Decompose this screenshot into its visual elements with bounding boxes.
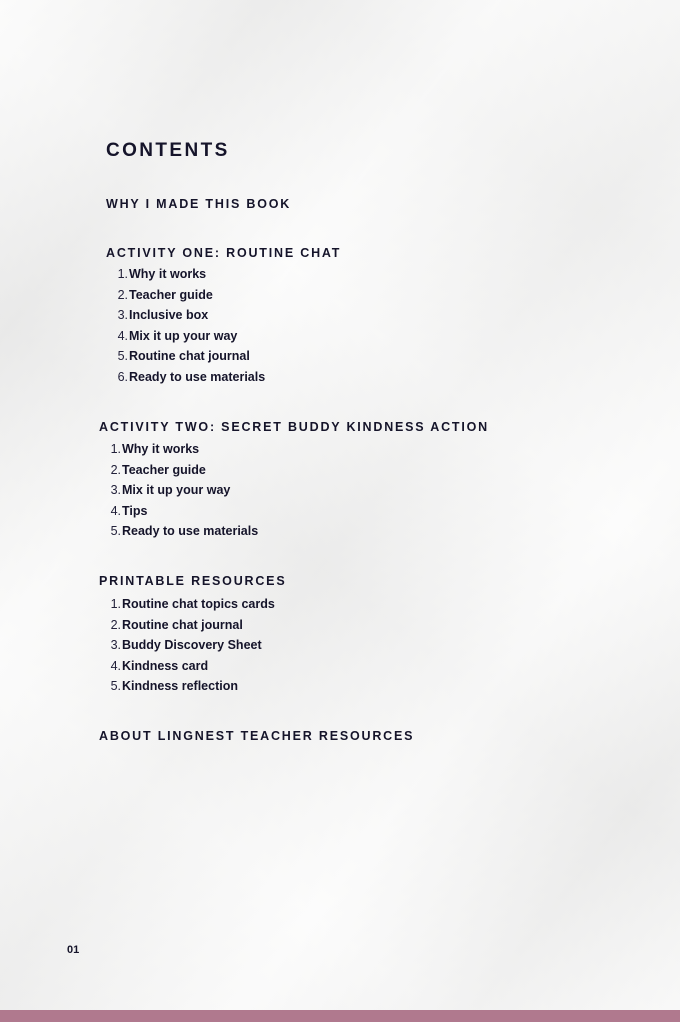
toc-item[interactable] xyxy=(106,285,265,306)
item-number: 6. xyxy=(117,369,128,384)
item-number: 1. xyxy=(110,442,121,456)
item-number: 4. xyxy=(110,658,121,673)
item-number: 3. xyxy=(110,483,121,497)
item-label: Why it works xyxy=(122,442,200,456)
toc-item[interactable] xyxy=(99,460,258,481)
toc-section-printable-resources[interactable]: PRINTABLE RESOURCES xyxy=(99,574,287,588)
item-label: Routine chat journal xyxy=(122,617,243,632)
item-number: 2. xyxy=(110,462,121,477)
activity-one-list xyxy=(106,264,265,387)
toc-item[interactable] xyxy=(99,594,275,615)
item-number: 3. xyxy=(110,638,121,652)
toc-item[interactable] xyxy=(106,264,265,285)
item-number: 5. xyxy=(110,679,121,693)
toc-item[interactable] xyxy=(106,326,265,347)
item-label: Buddy Discovery Sheet xyxy=(122,638,262,652)
bottom-accent-bar xyxy=(0,1010,680,1022)
toc-item[interactable] xyxy=(99,501,258,522)
printable-resources-list xyxy=(99,594,275,697)
item-label: Inclusive box xyxy=(129,308,209,322)
item-label: Tips xyxy=(122,503,148,518)
item-label: Kindness card xyxy=(122,658,209,673)
page-title: CONTENTS xyxy=(106,140,230,161)
toc-section-activity-one[interactable]: ACTIVITY ONE: ROUTINE CHAT xyxy=(106,246,342,260)
toc-item[interactable] xyxy=(99,521,258,542)
item-label: Teacher guide xyxy=(129,287,213,302)
item-label: Mix it up your way xyxy=(129,328,238,343)
item-label: Ready to use materials xyxy=(129,369,266,384)
toc-item[interactable] xyxy=(99,615,275,636)
item-number: 5. xyxy=(110,524,121,538)
toc-item[interactable] xyxy=(106,305,265,326)
item-number: 4. xyxy=(110,503,121,518)
item-label: Why it works xyxy=(129,267,207,281)
item-label: Routine chat topics cards xyxy=(122,597,275,611)
toc-item[interactable] xyxy=(99,480,258,501)
item-number: 1. xyxy=(117,267,128,281)
toc-item[interactable] xyxy=(99,676,275,697)
item-number: 4. xyxy=(117,328,128,343)
page-number: 01 xyxy=(67,944,80,956)
item-number: 5. xyxy=(117,349,128,363)
toc-item[interactable] xyxy=(99,656,275,677)
toc-entry-about-lingnest[interactable]: ABOUT LINGNEST TEACHER RESOURCES xyxy=(99,729,415,743)
item-label: Kindness reflection xyxy=(122,679,238,693)
toc-section-activity-two[interactable]: ACTIVITY TWO: SECRET BUDDY KINDNESS ACTION xyxy=(99,420,489,434)
item-number: 2. xyxy=(117,287,128,302)
item-label: Routine chat journal xyxy=(129,349,250,363)
activity-two-list xyxy=(99,439,258,542)
item-label: Ready to use materials xyxy=(122,524,259,538)
toc-item[interactable] xyxy=(106,367,265,388)
toc-item[interactable] xyxy=(106,346,265,367)
item-label: Mix it up your way xyxy=(122,483,231,497)
item-number: 2. xyxy=(110,617,121,632)
toc-item[interactable] xyxy=(99,439,258,460)
toc-entry-why-i-made-this-book[interactable]: WHY I MADE THIS BOOK xyxy=(106,197,292,211)
item-number: 3. xyxy=(117,308,128,322)
item-number: 1. xyxy=(110,597,121,611)
item-label: Teacher guide xyxy=(122,462,206,477)
toc-item[interactable] xyxy=(99,635,275,656)
